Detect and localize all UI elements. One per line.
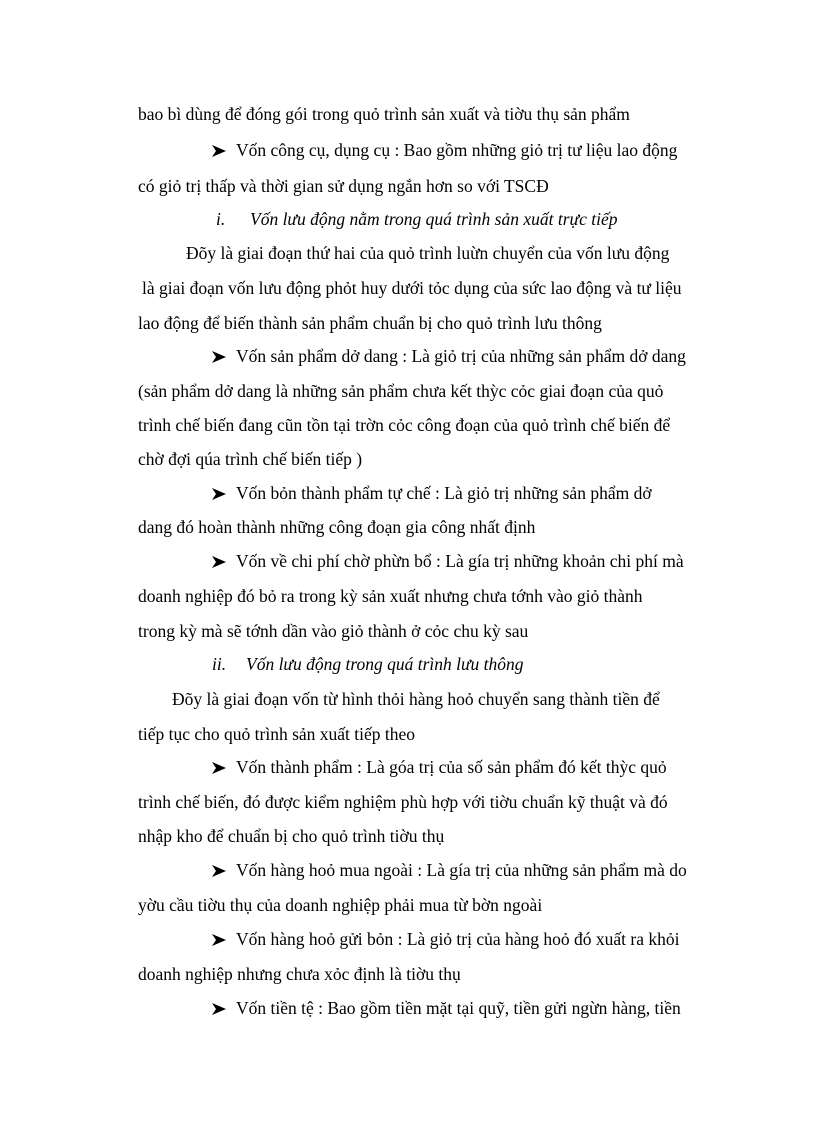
bullet-text: Vốn công cụ, dụng cụ : Bao gồm những giỏ trị tư liệu lao động: [236, 140, 678, 160]
arrowhead-bullet-icon: [212, 762, 226, 774]
arrowhead-bullet-icon: [212, 145, 226, 157]
paragraph-line: lao động để biến thành sản phẩm chuẩn bị cho quỏ trình lưu thông: [138, 313, 602, 333]
bullet-text: Vốn hàng hoỏ gửi bỏn : Là giỏ trị của hàng hoỏ đó xuất ra khỏi: [236, 929, 680, 949]
paragraph-line: (sản phẩm dở dang là những sản phẩm chưa kết thỳc cỏc giai đoạn của quỏ: [138, 381, 664, 401]
paragraph-line: doanh nghiệp đó bỏ ra trong kỳ sản xuất nhưng chưa tớnh vào giỏ thành: [138, 586, 643, 606]
paragraph-line: doanh nghiệp nhưng chưa xỏc định là tiờu thụ: [138, 964, 461, 984]
bullet-text: Vốn sản phẩm dở dang : Là giỏ trị của những sản phẩm dở dang: [236, 346, 686, 366]
paragraph-line: Đõy là giai đoạn vốn từ hình thỏi hàng hoỏ chuyển sang thành tiền để: [172, 689, 660, 709]
section-title: Vốn lưu động trong quá trình lưu thông: [246, 654, 524, 674]
section-number: i.: [216, 209, 226, 229]
bullet-text: Vốn hàng hoỏ mua ngoài : Là gía trị của những sản phẩm mà do: [236, 860, 687, 880]
arrowhead-bullet-icon: [212, 934, 226, 946]
paragraph-line: nhập kho để chuẩn bị cho quỏ trình tiờu thụ: [138, 826, 445, 846]
section-heading: [216, 208, 617, 230]
bullet-text: Vốn thành phẩm : Là góa trị của số sản phẩm đó kết thỳc quỏ: [236, 757, 667, 777]
paragraph-line: yờu cầu tiờu thụ của doanh nghiệp phải mua từ bờn ngoài: [138, 895, 543, 915]
arrowhead-bullet-icon: [212, 556, 226, 568]
paragraph-line: trình chế biến, đó được kiểm nghiệm phù hợp với tiờu chuẩn kỹ thuật và đó: [138, 792, 668, 812]
paragraph-line: chờ đợi qúa trình chế biến tiếp ): [138, 449, 363, 469]
bullet-item: [212, 482, 652, 504]
paragraph-line: là giai đoạn vốn lưu động phỏt huy dưới tỏc dụng của sức lao động và tư liệu: [142, 278, 682, 298]
bullet-text: Vốn bỏn thành phẩm tự chế : Là giỏ trị những sản phẩm dở: [236, 483, 652, 503]
arrowhead-bullet-icon: [212, 865, 226, 877]
paragraph-line: có giỏ trị thấp và thời gian sử dụng ngắn hơn so với TSCĐ: [138, 176, 549, 196]
paragraph-line: tiếp tục cho quỏ trình sản xuất tiếp theo: [138, 724, 416, 744]
bullet-item: [212, 139, 677, 161]
arrowhead-bullet-icon: [212, 351, 226, 363]
section-title: Vốn lưu động nằm trong quá trình sản xuất trực tiếp: [250, 209, 618, 229]
bullet-item: [212, 928, 680, 950]
paragraph-line: Đõy là giai đoạn thứ hai của quỏ trình luừn chuyển của vốn lưu động: [186, 243, 670, 263]
paragraph-line: trong kỳ mà sẽ tớnh dần vào giỏ thành ở cỏc chu kỳ sau: [138, 621, 529, 641]
bullet-text: Vốn tiền tệ : Bao gồm tiền mặt tại quỹ, tiền gửi ngừn hàng, tiền: [236, 998, 681, 1018]
bullet-item: [212, 756, 667, 778]
paragraph-line: dang đó hoàn thành những công đoạn gia công nhất định: [138, 517, 536, 537]
section-heading: [212, 653, 524, 675]
bullet-text: Vốn về chi phí chờ phừn bổ : Là gía trị những khoản chi phí mà: [236, 551, 684, 571]
arrowhead-bullet-icon: [212, 488, 226, 500]
section-number: ii.: [212, 654, 227, 674]
paragraph-line: trình chế biến đang cũn tồn tại trờn cỏc công đoạn của quỏ trình chế biến để: [138, 415, 671, 435]
bullet-item: [212, 997, 681, 1019]
bullet-item: [212, 345, 686, 367]
paragraph-line: bao bì dùng để đóng gói trong quỏ trình sản xuất và tiờu thụ sản phẩm: [138, 104, 630, 124]
arrowhead-bullet-icon: [212, 1003, 226, 1015]
bullet-item: [212, 859, 687, 881]
bullet-item: [212, 550, 684, 572]
